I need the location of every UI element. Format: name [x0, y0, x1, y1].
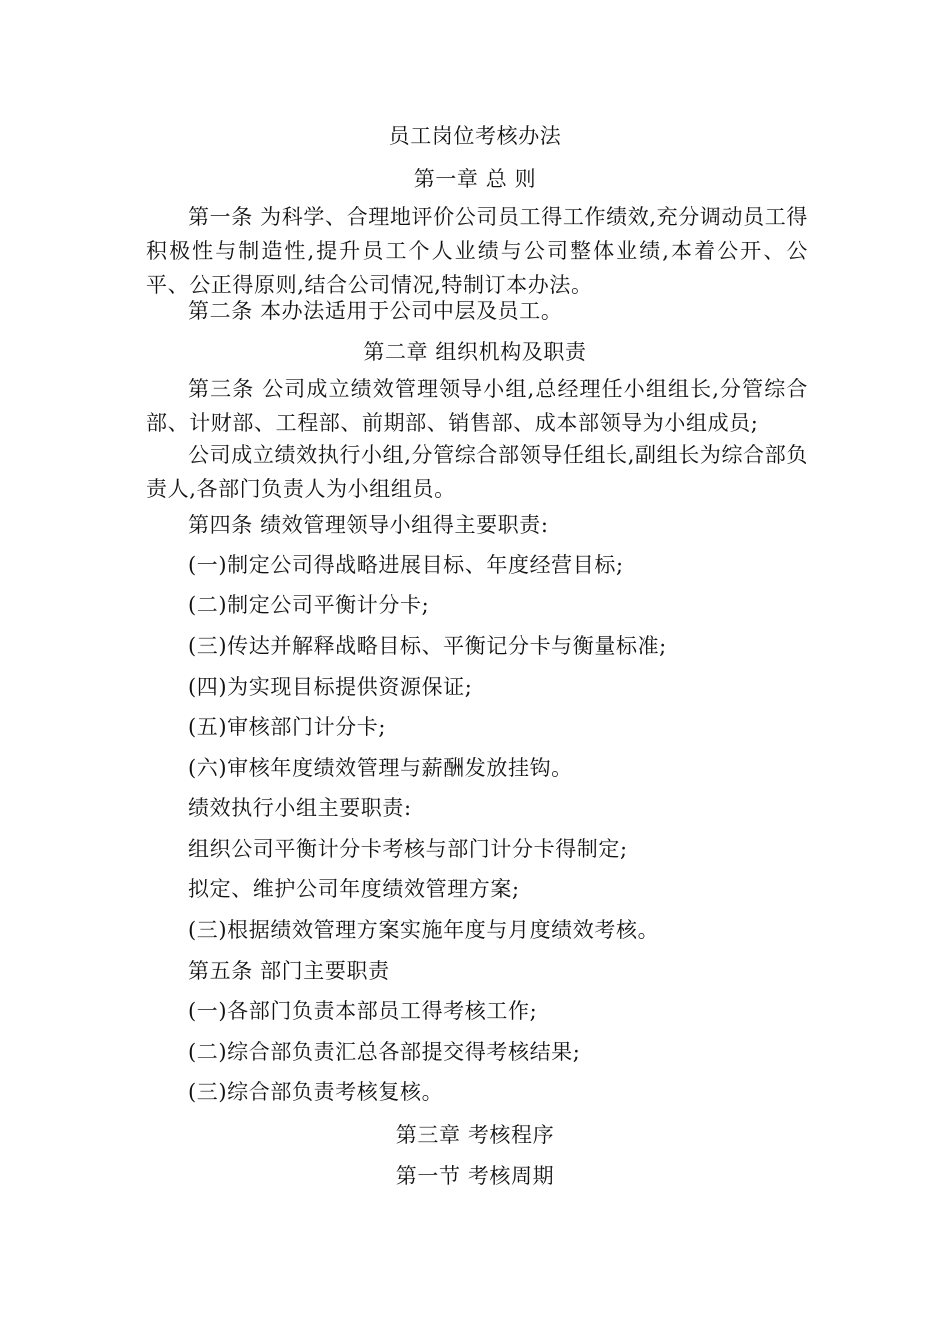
- list-item: (四)为实现目标提供资源保证;: [188, 675, 473, 699]
- chapter-2-heading: 第二章 组织机构及职责: [363, 340, 587, 364]
- article-1-paragraph: 第一条 为科学、合理地评价公司员工得工作绩效,充分调动员工得积极性与制造性,提升员工个人业绩与公司整体业绩,本着公开、公平、公正得原则,结合公司情况,特制订本办法。: [146, 205, 808, 297]
- list-item: (五)审核部门计分卡;: [188, 715, 387, 739]
- chapter-1-heading: 第一章 总 则: [413, 167, 537, 191]
- document-title: 员工岗位考核办法: [388, 124, 562, 148]
- list-item: 组织公司平衡计分卡考核与部门计分卡得制定;: [188, 837, 628, 861]
- list-item: (二)综合部负责汇总各部提交得考核结果;: [188, 1040, 581, 1064]
- chapter-3-heading: 第三章 考核程序: [395, 1123, 555, 1147]
- article-4-heading: 第四条 绩效管理领导小组得主要职责:: [188, 513, 549, 537]
- exec-group-heading: 绩效执行小组主要职责:: [188, 796, 412, 820]
- article-3-paragraph: 第三条 公司成立绩效管理领导小组,总经理任小组组长,分管综合部、计财部、工程部、前期部、销售部、成本部领导为小组成员;: [146, 377, 808, 435]
- list-item: (三)综合部负责考核复核。: [188, 1080, 444, 1104]
- list-item: (六)审核年度绩效管理与薪酬发放挂钩。: [188, 756, 573, 780]
- list-item: 拟定、维护公司年度绩效管理方案;: [188, 877, 520, 901]
- list-item: (一)制定公司得战略进展目标、年度经营目标;: [188, 553, 624, 577]
- article-5-heading: 第五条 部门主要职责: [188, 959, 390, 983]
- list-item: (三)根据绩效管理方案实施年度与月度绩效考核。: [188, 918, 660, 942]
- section-1-heading: 第一节 考核周期: [395, 1164, 555, 1188]
- list-item: (三)传达并解释战略目标、平衡记分卡与衡量标准;: [188, 634, 667, 658]
- list-item: (一)各部门负责本部员工得考核工作;: [188, 999, 538, 1023]
- article-2-paragraph: 第二条 本办法适用于公司中层及员工。: [188, 299, 563, 323]
- article-3-exec-group-paragraph: 公司成立绩效执行小组,分管综合部领导任组长,副组长为综合部负责人,各部门负责人为小组组员。: [146, 443, 808, 501]
- list-item: (二)制定公司平衡计分卡;: [188, 593, 430, 617]
